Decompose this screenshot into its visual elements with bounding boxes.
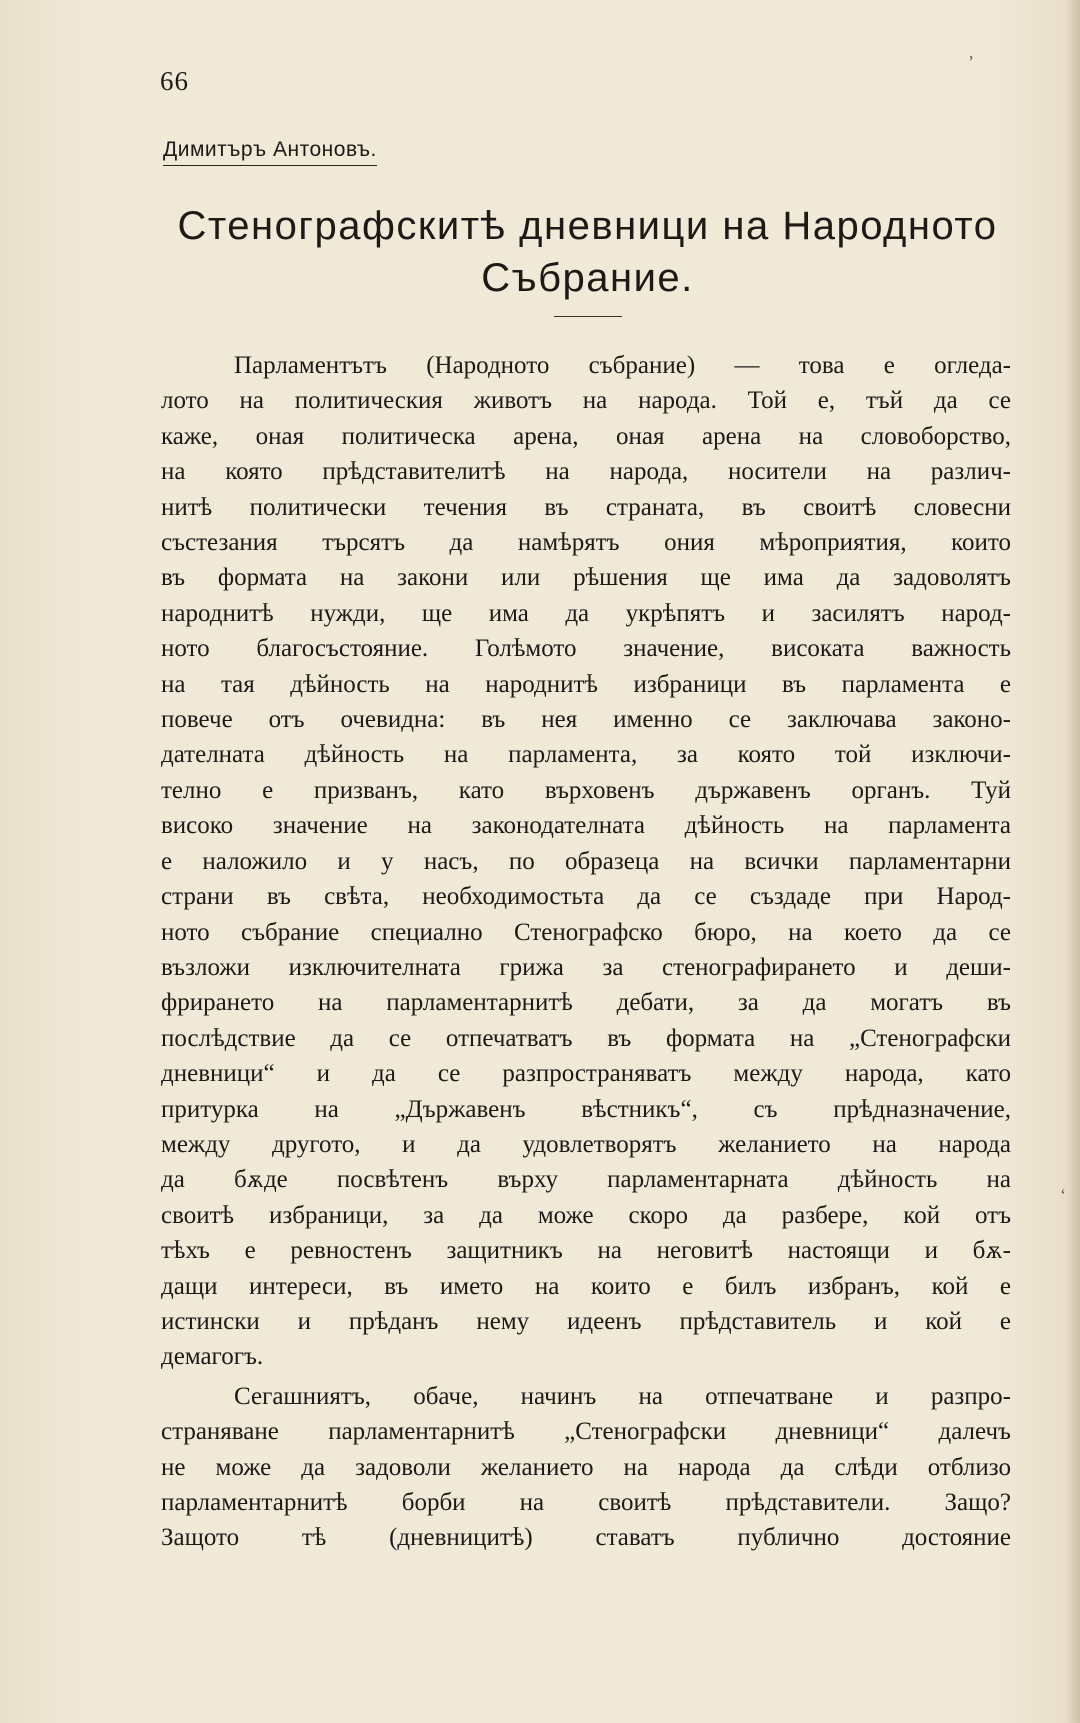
- text-line: фрирането на парламентарнитѣ дебати, за да могатъ въ: [161, 989, 1011, 1017]
- text-line: ното благосъстояние. Голѣмото значение, високата важность: [161, 635, 1011, 663]
- text-line: дателната дѣйность на парламента, за която той изключи-: [161, 741, 1011, 769]
- text-line: дневници“ и да се разпространяватъ между народа, като: [161, 1060, 1011, 1088]
- text-line: високо значение на законодателната дѣйность на парламента: [161, 812, 1011, 840]
- text-line: повече отъ очевидна: въ нея именно се заключава законо-: [161, 706, 1011, 734]
- margin-mark: ’: [968, 52, 974, 72]
- text-line: лото на политическия животъ на народа. Той е, тъй да се: [161, 387, 1011, 415]
- text-line: на която прѣдставителитѣ на народа, носители на различ-: [161, 458, 1011, 486]
- article-title: [150, 200, 1025, 304]
- text-line: ното събрание специално Стенографско бюро, на което да се: [161, 918, 1011, 946]
- page-number: 66: [160, 66, 189, 96]
- text-line: своитѣ избраници, за да може скоро да разбере, кой отъ: [161, 1201, 1011, 1229]
- text-line: тѣхъ е ревностенъ защитникъ на неговитѣ настоящи и бѫ-: [161, 1237, 1011, 1265]
- paragraph-1: [161, 348, 1011, 1375]
- margin-mark: ‘: [1060, 1185, 1066, 1205]
- text-line: между другото, и да удовлетворятъ желанието на народа: [161, 1130, 1011, 1158]
- text-line: телно е призванъ, като върховенъ държавенъ органъ. Туй: [161, 776, 1011, 804]
- text-line: състезания търсятъ да намѣрятъ ония мѣроприятия, които: [161, 529, 1011, 557]
- text-line: Защото тѣ (дневницитѣ) ставатъ публично достояние: [161, 1524, 1011, 1552]
- text-line: е наложило и у насъ, по образеца на всички парламентарни: [161, 847, 1011, 875]
- text-line: дащи интереси, въ името на които е билъ избранъ, кой е: [161, 1272, 1011, 1300]
- text-line: не може да задоволи желанието на народа да слѣди отблизо: [161, 1453, 1011, 1481]
- text-line: страняване парламентарнитѣ „Стенографски дневници“ далечъ: [161, 1418, 1011, 1446]
- text-line: демагогъ.: [161, 1343, 264, 1371]
- title-divider: [554, 316, 622, 317]
- text-line: възложи изключителната грижа за стенографирането и деши-: [161, 953, 1011, 981]
- text-line: послѣдствие да се отпечатватъ въ формата на „Стенографски: [161, 1024, 1011, 1052]
- text-line: Сегашниятъ, обаче, начинъ на отпечатване и разпро-: [234, 1382, 1011, 1410]
- text-line: да бѫде посвѣтенъ върху парламентарната дѣйность на: [161, 1166, 1011, 1194]
- text-line: нитѣ политически течения въ страната, въ своитѣ словесни: [161, 493, 1011, 521]
- text-line: парламентарнитѣ борби на своитѣ прѣдставители. Защо?: [161, 1489, 1011, 1516]
- article-title-line-2: Събрание.: [481, 256, 694, 300]
- text-line: страни въ свѣта, необходимостьта да се създаде при Народ-: [161, 883, 1011, 911]
- page-edge-shadow: [1066, 0, 1080, 1723]
- paragraph-2: [161, 1379, 1011, 1556]
- text-line: истински и прѣданъ нему идеенъ прѣдставитель и кой е: [161, 1307, 1011, 1335]
- text-line: народнитѣ нужди, ще има да укрѣпятъ и засилятъ народ-: [161, 599, 1011, 627]
- article-body: [161, 348, 1011, 1556]
- text-line: въ формата на закони или рѣшения ще има да задоволятъ: [161, 564, 1011, 592]
- text-line: каже, оная политическа арена, оная арена на словоборство,: [161, 422, 1011, 450]
- text-line: на тая дѣйность на народнитѣ избраници въ парламента е: [161, 670, 1011, 698]
- text-line: притурка на „Държавенъ вѣстникъ“, съ прѣдназначение,: [161, 1095, 1011, 1123]
- running-header-author: Димитъръ Антоновъ.: [163, 138, 377, 166]
- article-title-line-1: Стенографскитѣ дневници на Народното: [177, 204, 998, 248]
- text-line: Парламентътъ (Народното събрание) — това е огледа-: [234, 352, 1011, 379]
